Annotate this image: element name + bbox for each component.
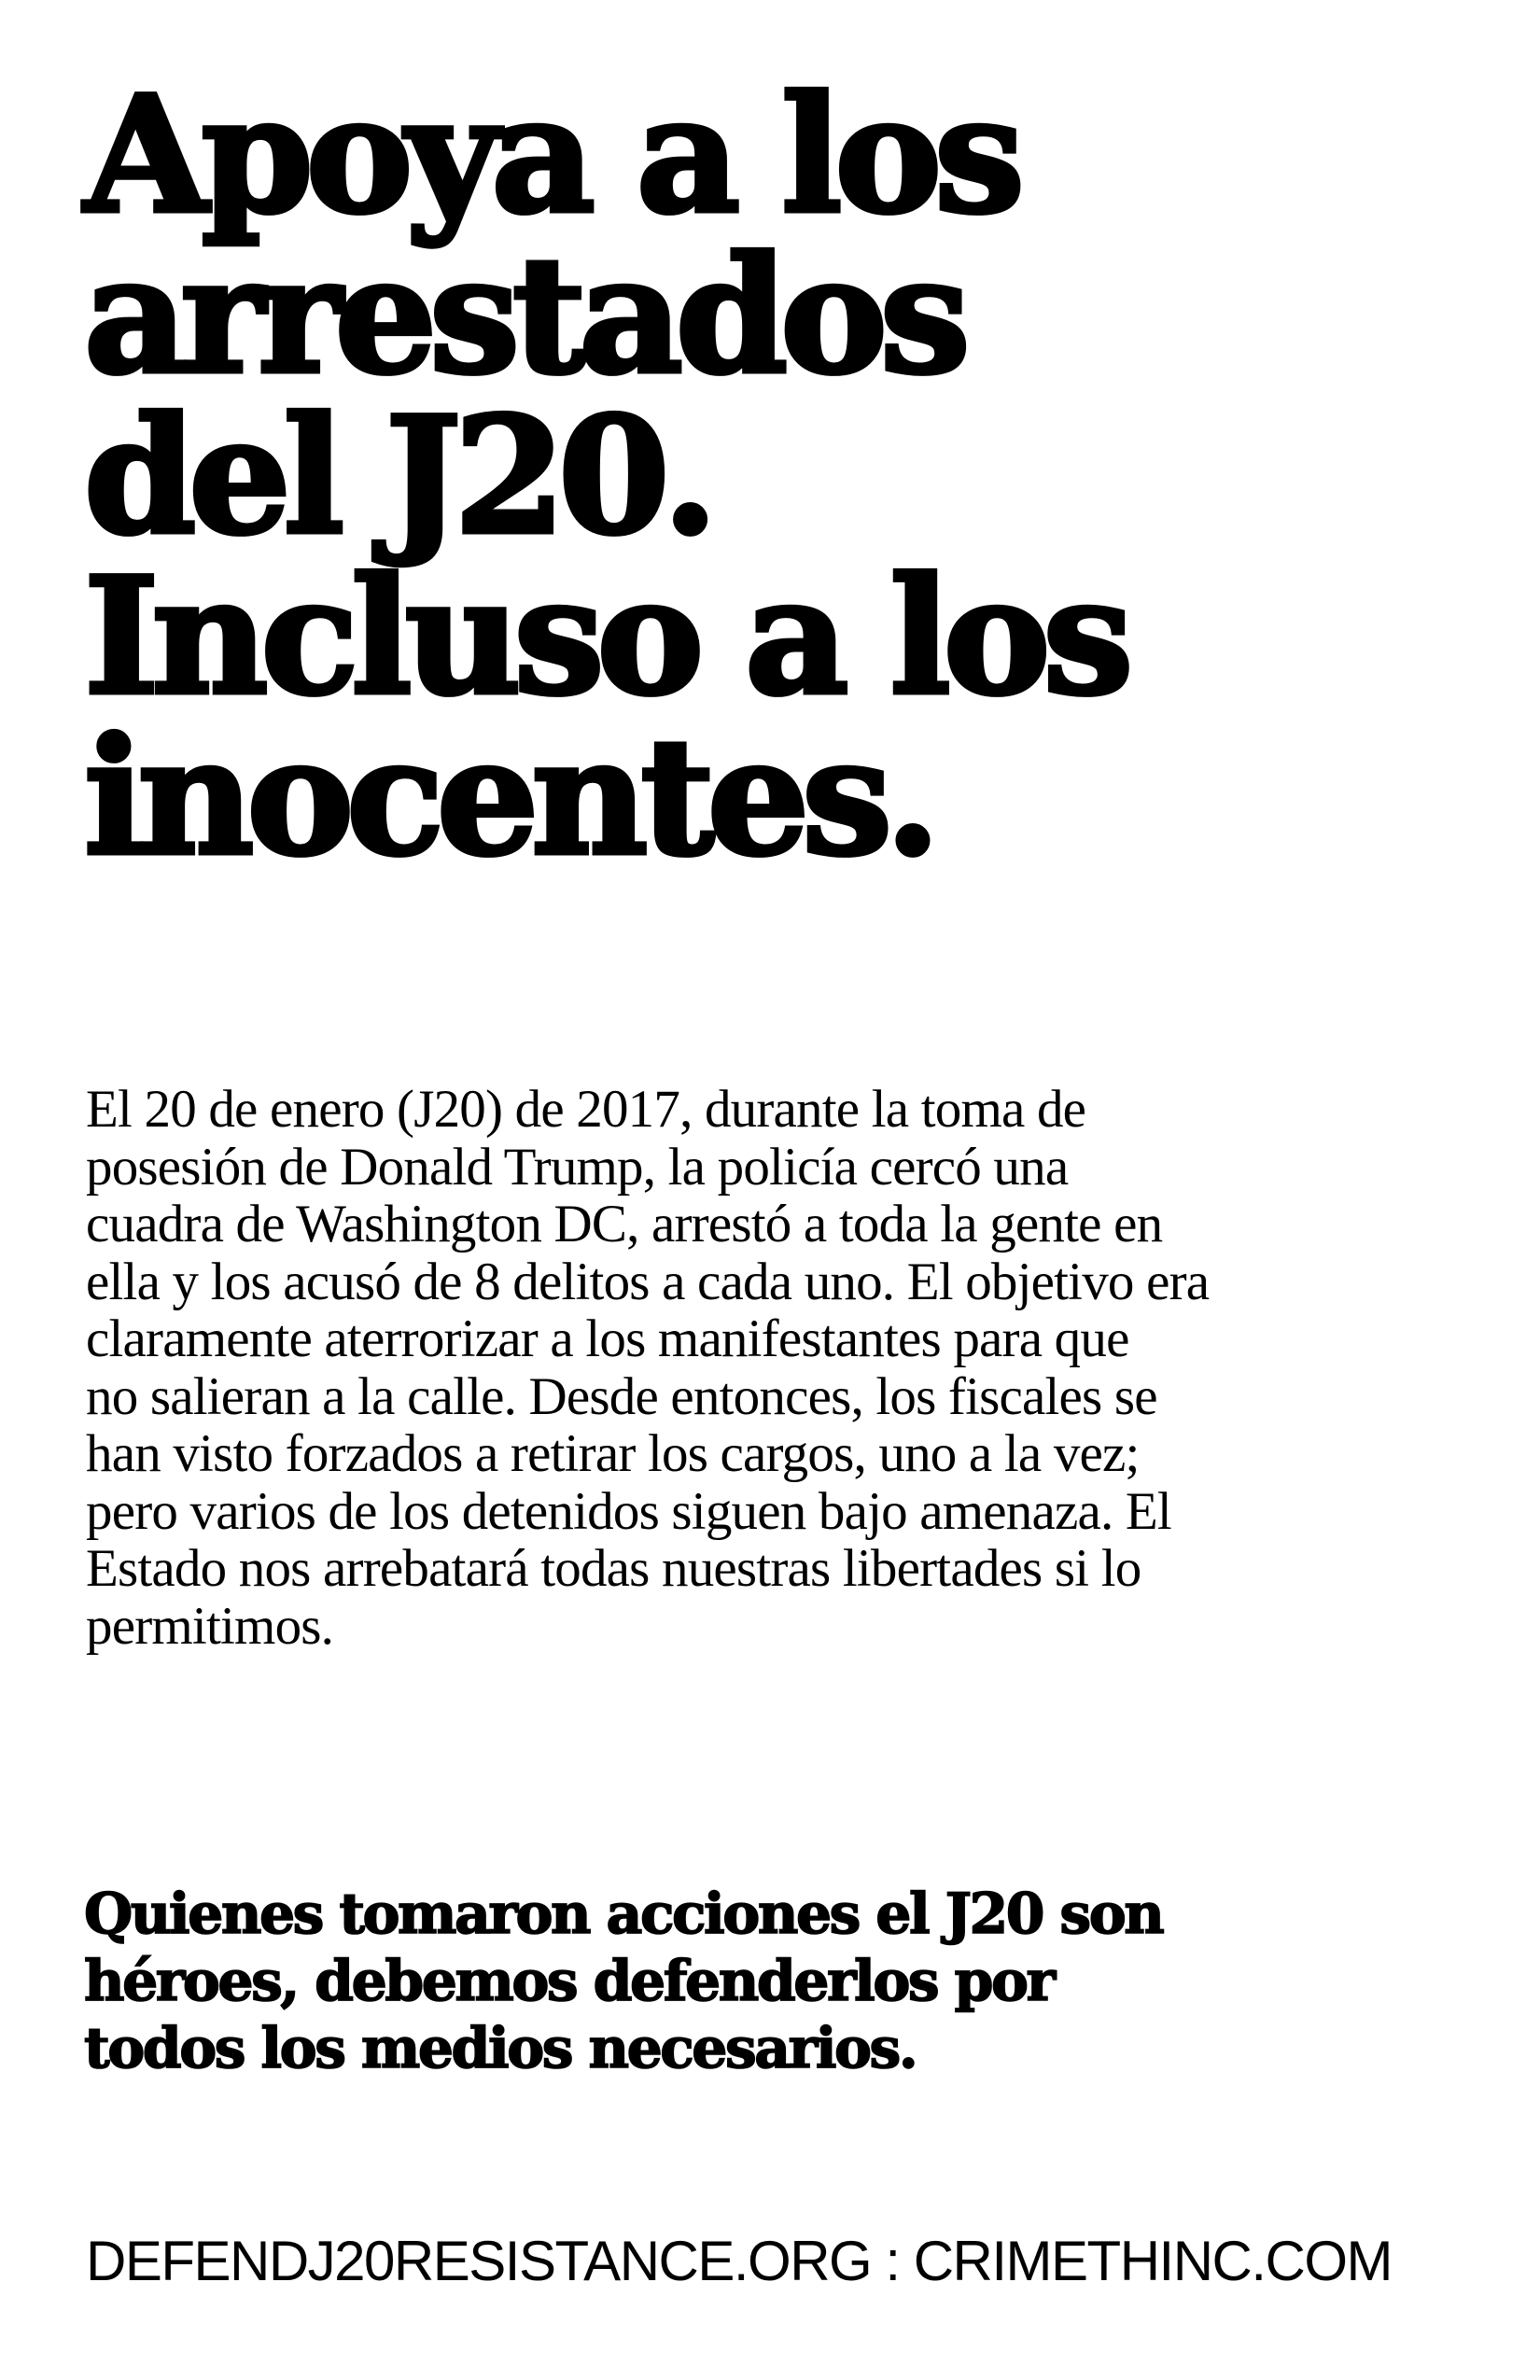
body-paragraph	[86, 1081, 1458, 1655]
body-line: no salieran a la calle. Desde entonces, los fiscales se	[86, 1366, 1157, 1426]
body-line: Estado nos arrebatará todas nuestras libertades si lo	[86, 1539, 1141, 1598]
body-line: claramente aterrorizar a los manifestantes para que	[86, 1309, 1129, 1368]
callout-statement	[84, 1881, 1465, 2082]
body-line: pero varios de los detenidos siguen bajo amenaza. El	[86, 1481, 1171, 1541]
body-line: cuadra de Washington DC, arrestó a toda la gente en	[86, 1195, 1163, 1253]
headline-line: Incluso a los	[84, 541, 1127, 731]
headline-line: arrestados	[84, 220, 963, 410]
body-line: ella y los acusó de 8 delitos a cada uno. El objetivo era	[86, 1252, 1210, 1311]
headline-line: inocentes.	[84, 702, 933, 891]
headline-line: Apoya a los	[84, 60, 1017, 249]
callout-line: héroes, debemos defenderlos por	[84, 1949, 1054, 2014]
headline	[84, 60, 1465, 891]
body-line: han visto forzados a retirar los cargos, uno a la vez;	[86, 1424, 1140, 1483]
callout-line: todos los medios necesarios.	[84, 2016, 917, 2081]
callout-line: Quienes tomaron acciones el J20 son	[84, 1882, 1163, 1947]
body-line: permitimos.	[86, 1596, 334, 1656]
body-line: posesión de Donald Trump, la policía cercó una	[86, 1137, 1069, 1197]
footer-urls: DEFENDJ20RESISTANCE.ORG : CRIMETHINC.COM	[86, 2230, 1393, 2292]
headline-line: del J20.	[84, 381, 711, 570]
body-line: El 20 de enero (J20) de 2017, durante la toma de	[86, 1080, 1086, 1139]
